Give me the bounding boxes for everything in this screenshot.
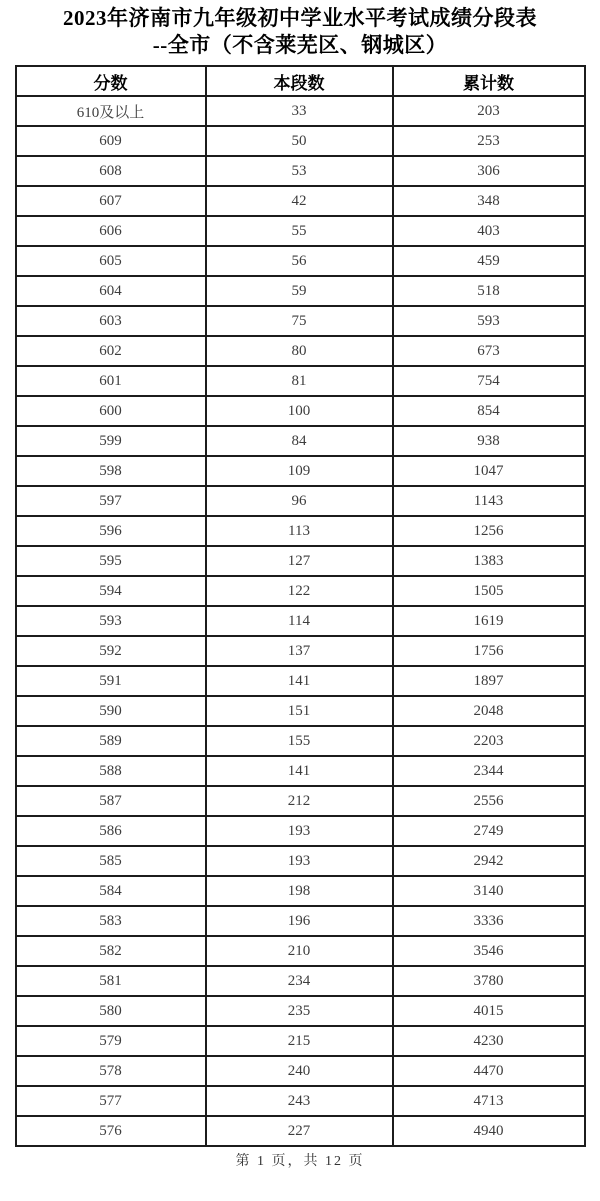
table-cell: 590 [16, 696, 206, 726]
table-cell: 1256 [393, 516, 585, 546]
table-cell: 1619 [393, 606, 585, 636]
table-cell: 1756 [393, 636, 585, 666]
table-cell: 234 [206, 966, 393, 996]
table-cell: 610及以上 [16, 96, 206, 126]
table-cell: 3336 [393, 906, 585, 936]
table-cell: 33 [206, 96, 393, 126]
table-cell: 594 [16, 576, 206, 606]
table-cell: 854 [393, 396, 585, 426]
table-cell: 584 [16, 876, 206, 906]
table-cell: 1143 [393, 486, 585, 516]
page-number-footer: 第 1 页，共 12 页 [235, 1154, 365, 1169]
table-row [16, 366, 585, 396]
table-cell: 606 [16, 216, 206, 246]
title-line-1: 2023年济南市九年级初中学业水平考试成绩分段表 [63, 6, 537, 30]
table-cell: 581 [16, 966, 206, 996]
table-row [16, 96, 585, 126]
table-row [16, 966, 585, 996]
table-cell: 3140 [393, 876, 585, 906]
table-row [16, 1086, 585, 1116]
table-cell: 403 [393, 216, 585, 246]
table-cell: 602 [16, 336, 206, 366]
table-cell: 151 [206, 696, 393, 726]
table-cell: 1383 [393, 546, 585, 576]
table-row [16, 486, 585, 516]
table-cell: 210 [206, 936, 393, 966]
table-cell: 243 [206, 1086, 393, 1116]
table-cell: 578 [16, 1056, 206, 1086]
table-row [16, 726, 585, 756]
table-cell: 609 [16, 126, 206, 156]
document-title [0, 0, 600, 59]
table-cell: 227 [206, 1116, 393, 1146]
table-cell: 577 [16, 1086, 206, 1116]
column-header: 累计数 [393, 66, 585, 96]
table-cell: 193 [206, 816, 393, 846]
table-cell: 592 [16, 636, 206, 666]
table-row [16, 426, 585, 456]
table-cell: 240 [206, 1056, 393, 1086]
table-cell: 3546 [393, 936, 585, 966]
table-cell: 212 [206, 786, 393, 816]
table-row [16, 876, 585, 906]
table-cell: 2344 [393, 756, 585, 786]
table-cell: 215 [206, 1026, 393, 1056]
column-header: 本段数 [206, 66, 393, 96]
table-row [16, 906, 585, 936]
table-cell: 598 [16, 456, 206, 486]
table-cell: 55 [206, 216, 393, 246]
table-cell: 80 [206, 336, 393, 366]
table-cell: 137 [206, 636, 393, 666]
table-cell: 306 [393, 156, 585, 186]
table-cell: 1047 [393, 456, 585, 486]
table-row [16, 606, 585, 636]
table-row [16, 1026, 585, 1056]
table-cell: 607 [16, 186, 206, 216]
table-cell: 109 [206, 456, 393, 486]
table-cell: 100 [206, 396, 393, 426]
table-cell: 2749 [393, 816, 585, 846]
table-cell: 938 [393, 426, 585, 456]
table-row [16, 186, 585, 216]
table-row [16, 696, 585, 726]
table-row [16, 996, 585, 1026]
table-row [16, 1056, 585, 1086]
table-cell: 193 [206, 846, 393, 876]
table-cell: 593 [16, 606, 206, 636]
table-row [16, 516, 585, 546]
table-cell: 4713 [393, 1086, 585, 1116]
table-cell: 196 [206, 906, 393, 936]
table-cell: 84 [206, 426, 393, 456]
table-cell: 595 [16, 546, 206, 576]
table-cell: 203 [393, 96, 585, 126]
table-row [16, 936, 585, 966]
table-cell: 593 [393, 306, 585, 336]
table-cell: 122 [206, 576, 393, 606]
table-row [16, 126, 585, 156]
table-cell: 2942 [393, 846, 585, 876]
table-row [16, 156, 585, 186]
table-cell: 673 [393, 336, 585, 366]
table-cell: 114 [206, 606, 393, 636]
table-cell: 604 [16, 276, 206, 306]
table-cell: 235 [206, 996, 393, 1026]
table-cell: 583 [16, 906, 206, 936]
table-cell: 600 [16, 396, 206, 426]
table-cell: 198 [206, 876, 393, 906]
table-cell: 1505 [393, 576, 585, 606]
table-cell: 127 [206, 546, 393, 576]
table-row [16, 636, 585, 666]
table-cell: 608 [16, 156, 206, 186]
table-cell: 59 [206, 276, 393, 306]
column-header: 分数 [16, 66, 206, 96]
table-cell: 579 [16, 1026, 206, 1056]
table-cell: 459 [393, 246, 585, 276]
table-cell: 2556 [393, 786, 585, 816]
table-cell: 597 [16, 486, 206, 516]
table-row [16, 456, 585, 486]
table-cell: 585 [16, 846, 206, 876]
table-cell: 605 [16, 246, 206, 276]
table-cell: 4470 [393, 1056, 585, 1086]
table-cell: 56 [206, 246, 393, 276]
table-cell: 113 [206, 516, 393, 546]
table-cell: 582 [16, 936, 206, 966]
table-row [16, 666, 585, 696]
table-row [16, 576, 585, 606]
table-row [16, 1116, 585, 1146]
table-row [16, 306, 585, 336]
table-cell: 603 [16, 306, 206, 336]
table-cell: 601 [16, 366, 206, 396]
table-cell: 348 [393, 186, 585, 216]
score-distribution-table [15, 65, 586, 1147]
table-cell: 587 [16, 786, 206, 816]
table-cell: 589 [16, 726, 206, 756]
table-cell: 141 [206, 756, 393, 786]
table-cell: 2203 [393, 726, 585, 756]
table-cell: 96 [206, 486, 393, 516]
table-cell: 1897 [393, 666, 585, 696]
table-cell: 53 [206, 156, 393, 186]
table-header-row [16, 66, 585, 96]
table-cell: 754 [393, 366, 585, 396]
table-cell: 4015 [393, 996, 585, 1026]
table-row [16, 786, 585, 816]
table-cell: 50 [206, 126, 393, 156]
table-cell: 596 [16, 516, 206, 546]
table-cell: 580 [16, 996, 206, 1026]
table-cell: 591 [16, 666, 206, 696]
table-row [16, 396, 585, 426]
table-row [16, 276, 585, 306]
table-cell: 141 [206, 666, 393, 696]
table-row [16, 546, 585, 576]
table-cell: 155 [206, 726, 393, 756]
table-cell: 4940 [393, 1116, 585, 1146]
table-cell: 253 [393, 126, 585, 156]
table-cell: 4230 [393, 1026, 585, 1056]
table-row [16, 336, 585, 366]
table-cell: 518 [393, 276, 585, 306]
table-row [16, 846, 585, 876]
table-cell: 576 [16, 1116, 206, 1146]
table-cell: 3780 [393, 966, 585, 996]
table-row [16, 816, 585, 846]
table-cell: 2048 [393, 696, 585, 726]
table-cell: 75 [206, 306, 393, 336]
title-line-2: --全市（不含莱芜区、钢城区） [152, 33, 448, 57]
table-cell: 42 [206, 186, 393, 216]
table-cell: 81 [206, 366, 393, 396]
table-row [16, 216, 585, 246]
table-cell: 599 [16, 426, 206, 456]
table-cell: 586 [16, 816, 206, 846]
table-cell: 588 [16, 756, 206, 786]
table-row [16, 246, 585, 276]
table-row [16, 756, 585, 786]
